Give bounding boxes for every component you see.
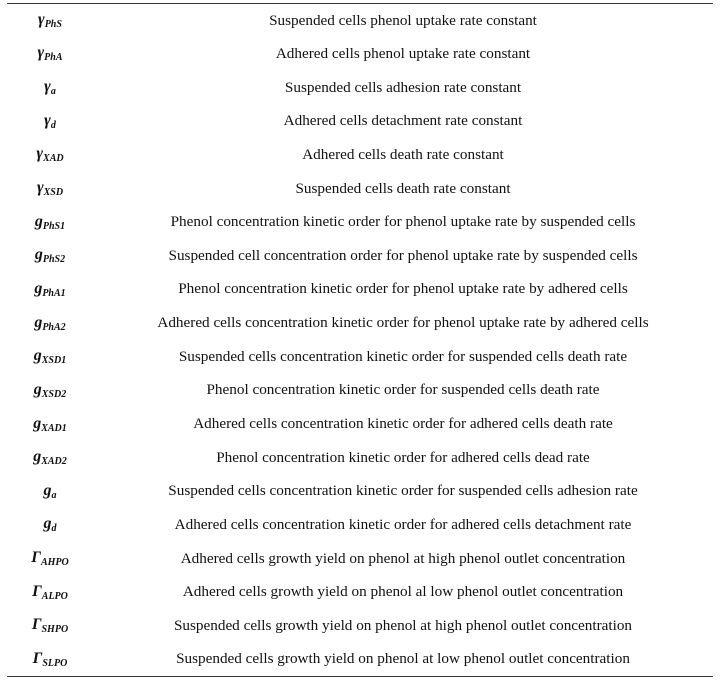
symbol-subscript: PhS2: [42, 254, 66, 266]
parameter-symbol: [7, 104, 93, 138]
parameter-row: [7, 340, 713, 374]
parameter-symbol: [7, 374, 93, 408]
parameter-row: [7, 643, 713, 677]
symbol-subscript: PhA: [44, 52, 63, 64]
parameter-symbol: [7, 340, 93, 374]
symbol-base: γ: [36, 145, 44, 163]
symbol-subscript: a: [51, 489, 57, 501]
symbol-subscript: XSD1: [41, 355, 67, 367]
symbol-subscript: XAD1: [41, 422, 67, 434]
parameter-description: Adhered cells concentration kinetic order for adhered cells detachment rate: [174, 515, 632, 533]
parameter-description: Suspended cells growth yield on phenol at low phenol outlet concentration: [176, 650, 630, 668]
parameter-symbol: [7, 306, 93, 340]
parameter-description: Adhered cells death rate constant: [302, 145, 504, 163]
parameter-symbol: [7, 542, 93, 576]
parameter-description: Phenol concentration kinetic order for suspended cells death rate: [206, 381, 600, 399]
parameter-symbol: [7, 575, 93, 609]
parameter-symbol: [7, 273, 93, 307]
symbol-base: g: [33, 448, 42, 466]
parameter-table: [7, 3, 713, 677]
parameter-description: Phenol concentration kinetic order for phenol uptake rate by suspended cells: [170, 213, 636, 231]
parameter-symbol: [7, 239, 93, 273]
parameter-table-container: [7, 3, 713, 677]
symbol-subscript: PhA2: [42, 321, 66, 333]
parameter-symbol: [7, 474, 93, 508]
parameter-symbol: [7, 643, 93, 677]
parameter-symbol: [7, 138, 93, 172]
parameter-description: Adhered cells detachment rate constant: [283, 112, 523, 130]
parameter-description: Suspended cells phenol uptake rate constant: [269, 11, 537, 29]
parameter-description: Suspended cells adhesion rate constant: [284, 78, 522, 96]
parameter-symbol: [7, 37, 93, 71]
parameter-table-body: [7, 4, 713, 677]
parameter-row: [7, 306, 713, 340]
parameter-symbol: [7, 441, 93, 475]
symbol-base: Γ: [31, 616, 42, 634]
symbol-base: γ: [44, 78, 51, 96]
symbol-base: γ: [44, 111, 51, 129]
symbol-base: g: [34, 212, 43, 230]
symbol-base: g: [34, 246, 43, 264]
parameter-row: [7, 104, 713, 138]
symbol-subscript: ALPO: [41, 590, 68, 602]
parameter-row: [7, 542, 713, 576]
parameter-row: [7, 374, 713, 408]
parameter-row: [7, 138, 713, 172]
parameter-row: [7, 4, 713, 38]
symbol-base: Γ: [31, 549, 41, 567]
symbol-base: γ: [37, 44, 45, 62]
symbol-subscript: d: [50, 119, 56, 131]
parameter-symbol: [7, 71, 93, 105]
parameter-description: Adhered cells growth yield on phenol al low phenol outlet concentration: [182, 583, 624, 601]
symbol-base: g: [33, 380, 42, 398]
parameter-row: [7, 441, 713, 475]
parameter-description: Suspended cells concentration kinetic order for suspended cells adhesion rate: [168, 482, 638, 500]
parameter-description: Adhered cells concentration kinetic order for adhered cells death rate: [193, 415, 613, 432]
symbol-subscript: a: [50, 86, 56, 98]
parameter-row: [7, 407, 713, 441]
parameter-row: [7, 239, 713, 273]
parameter-description: Suspended cells growth yield on phenol at high phenol outlet concentration: [173, 616, 633, 634]
symbol-base: g: [34, 313, 43, 331]
parameter-symbol: [7, 407, 93, 441]
parameter-row: [7, 575, 713, 609]
parameter-description: Adhered cells growth yield on phenol at high phenol outlet concentration: [180, 549, 626, 567]
symbol-subscript: PhS1: [42, 220, 66, 232]
parameter-description: Adhered cells phenol uptake rate constant: [275, 44, 531, 62]
symbol-subscript: XSD: [43, 187, 64, 199]
parameter-row: [7, 474, 713, 508]
parameter-row: [7, 508, 713, 542]
parameter-symbol: [7, 172, 93, 206]
symbol-subscript: PhS: [44, 19, 62, 31]
symbol-subscript: SLPO: [42, 657, 68, 669]
symbol-base: γ: [36, 179, 44, 197]
symbol-base: g: [33, 414, 42, 432]
parameter-symbol: [7, 508, 93, 542]
parameter-row: [7, 37, 713, 71]
symbol-subscript: XSD2: [41, 388, 67, 400]
parameter-description: Suspended cells death rate constant: [295, 179, 511, 197]
symbol-base: γ: [38, 11, 45, 29]
symbol-base: Γ: [32, 649, 43, 667]
symbol-subscript: PhA1: [42, 287, 66, 299]
parameter-symbol: [7, 4, 93, 38]
symbol-base: g: [34, 279, 43, 297]
symbol-base: g: [43, 481, 52, 499]
parameter-row: [7, 205, 713, 239]
parameter-row: [7, 273, 713, 307]
symbol-base: g: [33, 347, 42, 365]
symbol-base: Γ: [32, 582, 42, 600]
symbol-base: g: [43, 515, 52, 533]
symbol-subscript: XAD: [43, 153, 64, 165]
parameter-row: [7, 609, 713, 643]
parameter-description: Adhered cells concentration kinetic order for phenol uptake rate by adhered cells: [157, 314, 649, 332]
symbol-subscript: d: [51, 523, 57, 535]
parameter-symbol: [7, 205, 93, 239]
parameter-description: Suspended cells concentration kinetic order for suspended cells death rate: [178, 347, 628, 365]
parameter-symbol: [7, 609, 93, 643]
symbol-subscript: SHPO: [41, 624, 69, 636]
parameter-description: Phenol concentration kinetic order for phenol uptake rate by adhered cells: [178, 280, 628, 298]
parameter-row: [7, 71, 713, 105]
symbol-subscript: XAD2: [41, 456, 67, 468]
parameter-description: Suspended cell concentration order for phenol uptake rate by suspended cells: [168, 246, 638, 264]
symbol-subscript: AHPO: [40, 557, 69, 569]
parameter-row: [7, 172, 713, 206]
parameter-description: Phenol concentration kinetic order for adhered cells dead rate: [216, 448, 590, 466]
